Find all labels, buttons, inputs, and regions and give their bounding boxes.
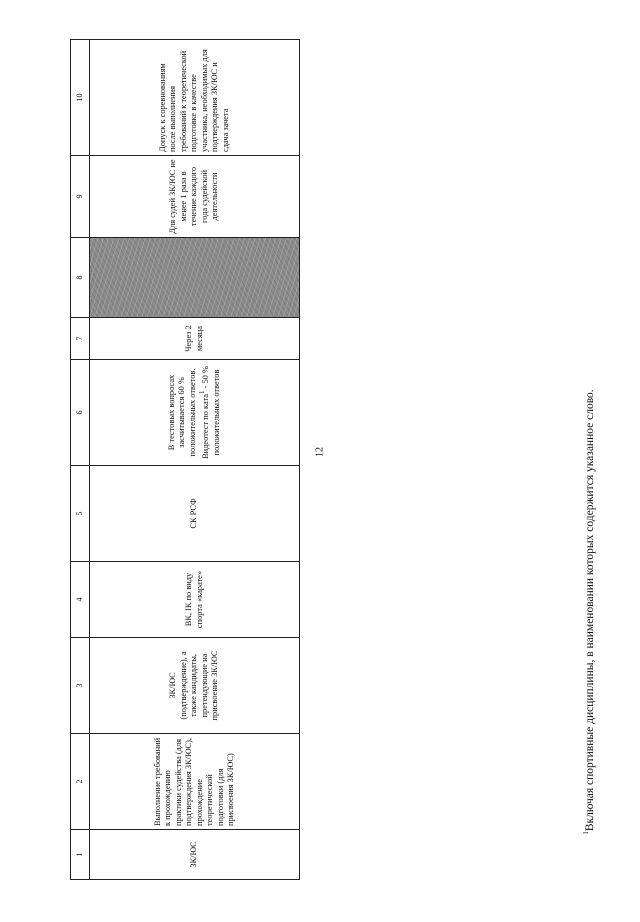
column-number: 7 <box>71 318 90 360</box>
page-number: 12 <box>314 447 326 457</box>
column-number: 5 <box>71 466 90 562</box>
note-cell: Допуск к соревнованиям после выполнения требований к теоретической подготовке в качестве участника, необходимых для подтверждения ЗК/ЮС и сдача зачета <box>90 40 300 156</box>
requirement-cell: Выполнение требований к прохождению практики судейства (для подтверждения ЗК/ЮС), прохождение теоретической подготовки (для присвоения ЗК/ЮС) <box>90 734 300 830</box>
footnote-text: Включая спортивные дисциплины, в наименовании которых содержится указанное слово. <box>584 389 596 832</box>
participants-cell: ЗК/ЮС (подтверждение), а также кандидаты, претендующие на присвоение ЗК/ЮС <box>90 638 300 734</box>
criteria-text-2: - 50 % положительных ответов <box>201 366 221 456</box>
column-number: 1 <box>71 830 90 880</box>
requirements-table-container <box>70 40 300 880</box>
column-number: 10 <box>71 40 90 156</box>
footnote-marker: 1 <box>582 831 591 835</box>
criteria-text-1: В тестовых вопросах засчитывается 60 % положительных ответов. Видеотест по ката <box>166 368 211 459</box>
organizer-cell: СК РСФ <box>90 466 300 562</box>
shaded-cell <box>90 238 300 318</box>
column-number-row <box>71 40 90 880</box>
footnote <box>584 389 596 834</box>
column-number: 6 <box>71 360 90 466</box>
column-number: 3 <box>71 638 90 734</box>
category-cell: ЗК/ЮС <box>90 830 300 880</box>
footnote-ref: 1 <box>198 390 207 395</box>
criteria-cell <box>90 360 300 466</box>
column-number: 2 <box>71 734 90 830</box>
table-row <box>90 40 300 880</box>
retake-cell: Через 2 месяца <box>90 318 300 360</box>
competition-level-cell: ВК, IК по виду спорта «карате» <box>90 562 300 638</box>
rotated-table-frame <box>70 40 300 880</box>
frequency-cell: Для судей ЗК/ЮС не менее 1 раза в течение каждого года судейской деятельности <box>90 156 300 238</box>
column-number: 4 <box>71 562 90 638</box>
column-number: 8 <box>71 238 90 318</box>
requirements-table <box>70 39 300 880</box>
column-number: 9 <box>71 156 90 238</box>
